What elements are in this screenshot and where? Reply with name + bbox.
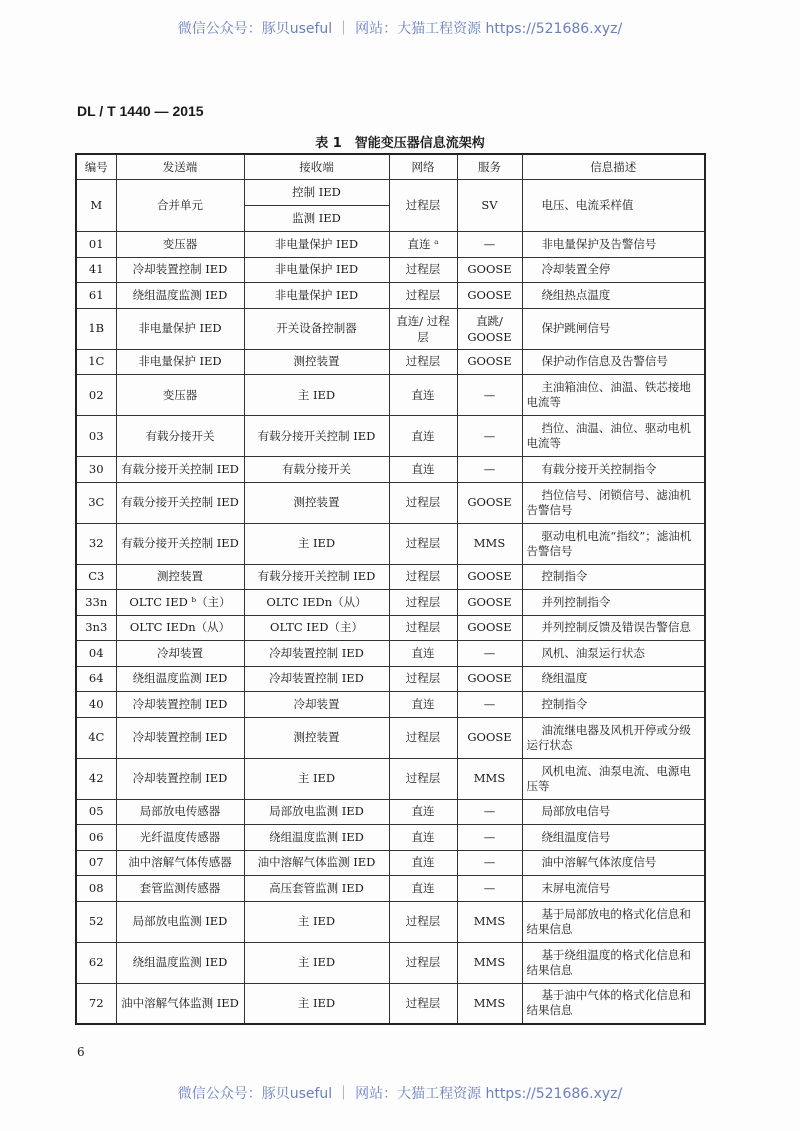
cell-sender: 冷却装置控制 IED (116, 257, 244, 283)
cell-id: 30 (76, 457, 116, 483)
cell-id: 33n (76, 590, 116, 616)
table-row (76, 523, 705, 564)
cell-sender: 测控装置 (116, 564, 244, 590)
cell-receiver: 非电量保护 IED (244, 257, 389, 283)
cell-sender: OLTC IED ᵇ（主） (116, 590, 244, 616)
cell-sender: 油中溶解气体传感器 (116, 850, 244, 876)
cell-network: 过程层 (389, 180, 457, 232)
cell-network: 直连 (389, 799, 457, 825)
cell-receiver: 有载分接开关控制 IED (244, 416, 389, 457)
cell-sender: 冷却装置 (116, 641, 244, 667)
cell-service: GOOSE (457, 615, 522, 641)
cell-network: 过程层 (389, 349, 457, 375)
table-row (76, 825, 705, 851)
header-service: 服务 (457, 154, 522, 180)
table-row (76, 758, 705, 799)
cell-id: 03 (76, 416, 116, 457)
cell-id: 01 (76, 232, 116, 258)
cell-receiver: 有载分接开关 (244, 457, 389, 483)
cell-id: 07 (76, 850, 116, 876)
cell-service: — (457, 850, 522, 876)
cell-sender: 局部放电传感器 (116, 799, 244, 825)
cell-network: 过程层 (389, 283, 457, 309)
cell-sender: 合并单元 (116, 180, 244, 232)
cell-id: 3C (76, 482, 116, 523)
cell-network: 直连 (389, 692, 457, 718)
cell-id: 08 (76, 876, 116, 902)
cell-id: 62 (76, 942, 116, 983)
cell-service: — (457, 457, 522, 483)
watermark-bottom: 微信公众号：豚贝useful ｜ 网站：大猫工程资源 https://521686.xyz/ (177, 1086, 623, 1102)
cell-service: — (457, 416, 522, 457)
cell-id: C3 (76, 564, 116, 590)
table-row (76, 983, 705, 1024)
cell-sender: 有载分接开关控制 IED (116, 482, 244, 523)
cell-receiver: 测控装置 (244, 717, 389, 758)
cell-description: 保护跳闸信号 (522, 308, 705, 349)
cell-description: 基于绕组温度的格式化信息和结果信息 (522, 942, 705, 983)
table-row (76, 482, 705, 523)
cell-description: 有载分接开关控制指令 (522, 457, 705, 483)
cell-receiver: 绕组温度监测 IED (244, 825, 389, 851)
cell-id: 4C (76, 717, 116, 758)
cell-sender: OLTC IEDn（从） (116, 615, 244, 641)
cell-receiver: 主 IED (244, 983, 389, 1024)
cell-network: 直连 (389, 416, 457, 457)
cell-network: 直连 (389, 641, 457, 667)
cell-receiver: 冷却装置控制 IED (244, 641, 389, 667)
page-number: 6 (77, 1045, 85, 1059)
header-description: 信息描述 (522, 154, 705, 180)
cell-description: 挡位、油温、油位、驱动电机电流等 (522, 416, 705, 457)
cell-network: 直连 (389, 457, 457, 483)
cell-description: 非电量保护及告警信号 (522, 232, 705, 258)
cell-network: 过程层 (389, 983, 457, 1024)
cell-sender: 绕组温度监测 IED (116, 942, 244, 983)
cell-receiver: 冷却装置 (244, 692, 389, 718)
table-row (76, 375, 705, 416)
table-row (76, 850, 705, 876)
header-network: 网络 (389, 154, 457, 180)
cell-id: 72 (76, 983, 116, 1024)
cell-sender: 有载分接开关控制 IED (116, 523, 244, 564)
cell-id: 05 (76, 799, 116, 825)
cell-id: 1B (76, 308, 116, 349)
table-row (76, 876, 705, 902)
cell-description: 绕组热点温度 (522, 283, 705, 309)
cell-description: 主油箱油位、油温、铁芯接地电流等 (522, 375, 705, 416)
cell-id: 1C (76, 349, 116, 375)
cell-sender: 有载分接开关控制 IED (116, 457, 244, 483)
table-row (76, 308, 705, 349)
cell-id: 3n3 (76, 615, 116, 641)
cell-description: 并列控制指令 (522, 590, 705, 616)
table-row (76, 180, 705, 206)
cell-service: — (457, 825, 522, 851)
cell-network: 过程层 (389, 942, 457, 983)
cell-description: 绕组温度信号 (522, 825, 705, 851)
standard-number: DL / T 1440 — 2015 (77, 103, 204, 119)
cell-sender: 非电量保护 IED (116, 308, 244, 349)
cell-receiver: 冷却装置控制 IED (244, 666, 389, 692)
cell-description: 局部放电信号 (522, 799, 705, 825)
cell-sender: 有载分接开关 (116, 416, 244, 457)
table-row (76, 349, 705, 375)
cell-service: 直跳/ GOOSE (457, 308, 522, 349)
watermark-top: 微信公众号：豚贝useful ｜ 网站：大猫工程资源 https://521686.xyz/ (177, 21, 623, 37)
cell-service: GOOSE (457, 482, 522, 523)
cell-description: 保护动作信息及告警信号 (522, 349, 705, 375)
cell-receiver: 主 IED (244, 901, 389, 942)
cell-receiver: 主 IED (244, 942, 389, 983)
cell-receiver: 主 IED (244, 375, 389, 416)
cell-receiver: 监测 IED (244, 206, 389, 232)
cell-description: 驱动电机电流“指纹”；滤油机告警信号 (522, 523, 705, 564)
cell-receiver: 非电量保护 IED (244, 283, 389, 309)
table-row (76, 590, 705, 616)
cell-service: GOOSE (457, 717, 522, 758)
cell-description: 油中溶解气体浓度信号 (522, 850, 705, 876)
cell-description: 控制指令 (522, 692, 705, 718)
cell-receiver: 油中溶解气体监测 IED (244, 850, 389, 876)
cell-service: — (457, 692, 522, 718)
cell-id: 42 (76, 758, 116, 799)
table-title: 表 1 智能变压器信息流架构 (315, 136, 485, 151)
cell-receiver: 局部放电监测 IED (244, 799, 389, 825)
cell-service: GOOSE (457, 257, 522, 283)
cell-service: MMS (457, 983, 522, 1024)
cell-receiver: 测控装置 (244, 349, 389, 375)
cell-receiver: 控制 IED (244, 180, 389, 206)
cell-network: 过程层 (389, 523, 457, 564)
cell-receiver: 有载分接开关控制 IED (244, 564, 389, 590)
cell-description: 风机、油泵运行状态 (522, 641, 705, 667)
cell-receiver: OLTC IEDn（从） (244, 590, 389, 616)
cell-sender: 变压器 (116, 375, 244, 416)
cell-service: GOOSE (457, 283, 522, 309)
table-row (76, 564, 705, 590)
cell-network: 过程层 (389, 666, 457, 692)
cell-id: 02 (76, 375, 116, 416)
cell-receiver: OLTC IED（主） (244, 615, 389, 641)
table-row (76, 641, 705, 667)
cell-id: 64 (76, 666, 116, 692)
cell-service: GOOSE (457, 666, 522, 692)
cell-service: MMS (457, 942, 522, 983)
cell-service: GOOSE (457, 590, 522, 616)
cell-network: 过程层 (389, 758, 457, 799)
table-row (76, 232, 705, 258)
cell-sender: 光纤温度传感器 (116, 825, 244, 851)
cell-sender: 冷却装置控制 IED (116, 692, 244, 718)
table-row (76, 416, 705, 457)
cell-description: 末屏电流信号 (522, 876, 705, 902)
cell-sender: 油中溶解气体监测 IED (116, 983, 244, 1024)
cell-service: MMS (457, 758, 522, 799)
cell-service: — (457, 641, 522, 667)
table-row (76, 257, 705, 283)
table-row (76, 901, 705, 942)
cell-sender: 局部放电监测 IED (116, 901, 244, 942)
cell-description: 基于局部放电的格式化信息和结果信息 (522, 901, 705, 942)
cell-network: 直连 ᵃ (389, 232, 457, 258)
cell-id: M (76, 180, 116, 232)
cell-id: 40 (76, 692, 116, 718)
cell-receiver: 主 IED (244, 523, 389, 564)
cell-service: — (457, 232, 522, 258)
cell-id: 41 (76, 257, 116, 283)
cell-network: 过程层 (389, 482, 457, 523)
cell-sender: 冷却装置控制 IED (116, 758, 244, 799)
info-flow-table (75, 153, 706, 1025)
cell-description: 基于油中气体的格式化信息和结果信息 (522, 983, 705, 1024)
table-header-row (76, 154, 705, 180)
cell-description: 风机电流、油泵电流、电源电压等 (522, 758, 705, 799)
cell-receiver: 测控装置 (244, 482, 389, 523)
cell-sender: 冷却装置控制 IED (116, 717, 244, 758)
cell-sender: 变压器 (116, 232, 244, 258)
cell-id: 06 (76, 825, 116, 851)
cell-id: 61 (76, 283, 116, 309)
cell-network: 直连 (389, 850, 457, 876)
header-id: 编号 (76, 154, 116, 180)
cell-receiver: 非电量保护 IED (244, 232, 389, 258)
cell-service: — (457, 375, 522, 416)
table-row (76, 457, 705, 483)
cell-network: 直连 (389, 375, 457, 416)
table-row (76, 283, 705, 309)
table-row (76, 615, 705, 641)
cell-sender: 绕组温度监测 IED (116, 283, 244, 309)
cell-network: 过程层 (389, 717, 457, 758)
table-row (76, 799, 705, 825)
cell-network: 直连/ 过程层 (389, 308, 457, 349)
cell-service: MMS (457, 901, 522, 942)
cell-receiver: 开关设备控制器 (244, 308, 389, 349)
cell-service: MMS (457, 523, 522, 564)
cell-sender: 绕组温度监测 IED (116, 666, 244, 692)
cell-description: 挡位信号、闭锁信号、滤油机告警信号 (522, 482, 705, 523)
cell-receiver: 高压套管监测 IED (244, 876, 389, 902)
cell-network: 过程层 (389, 590, 457, 616)
cell-network: 直连 (389, 825, 457, 851)
cell-service: — (457, 876, 522, 902)
table-row (76, 942, 705, 983)
table-row (76, 692, 705, 718)
cell-receiver: 主 IED (244, 758, 389, 799)
cell-description: 冷却装置全停 (522, 257, 705, 283)
cell-network: 直连 (389, 876, 457, 902)
table-row (76, 666, 705, 692)
cell-network: 过程层 (389, 615, 457, 641)
cell-description: 并列控制反馈及错误告警信息 (522, 615, 705, 641)
header-receiver: 接收端 (244, 154, 389, 180)
cell-network: 过程层 (389, 257, 457, 283)
cell-description: 电压、电流采样值 (522, 180, 705, 232)
cell-network: 过程层 (389, 901, 457, 942)
cell-service: — (457, 799, 522, 825)
cell-service: GOOSE (457, 349, 522, 375)
cell-id: 32 (76, 523, 116, 564)
table-row (76, 717, 705, 758)
cell-network: 过程层 (389, 564, 457, 590)
cell-service: GOOSE (457, 564, 522, 590)
cell-id: 52 (76, 901, 116, 942)
header-sender: 发送端 (116, 154, 244, 180)
cell-description: 控制指令 (522, 564, 705, 590)
cell-sender: 套管监测传感器 (116, 876, 244, 902)
cell-description: 绕组温度 (522, 666, 705, 692)
cell-id: 04 (76, 641, 116, 667)
cell-service: SV (457, 180, 522, 232)
cell-description: 油流继电器及风机开停或分级运行状态 (522, 717, 705, 758)
cell-sender: 非电量保护 IED (116, 349, 244, 375)
